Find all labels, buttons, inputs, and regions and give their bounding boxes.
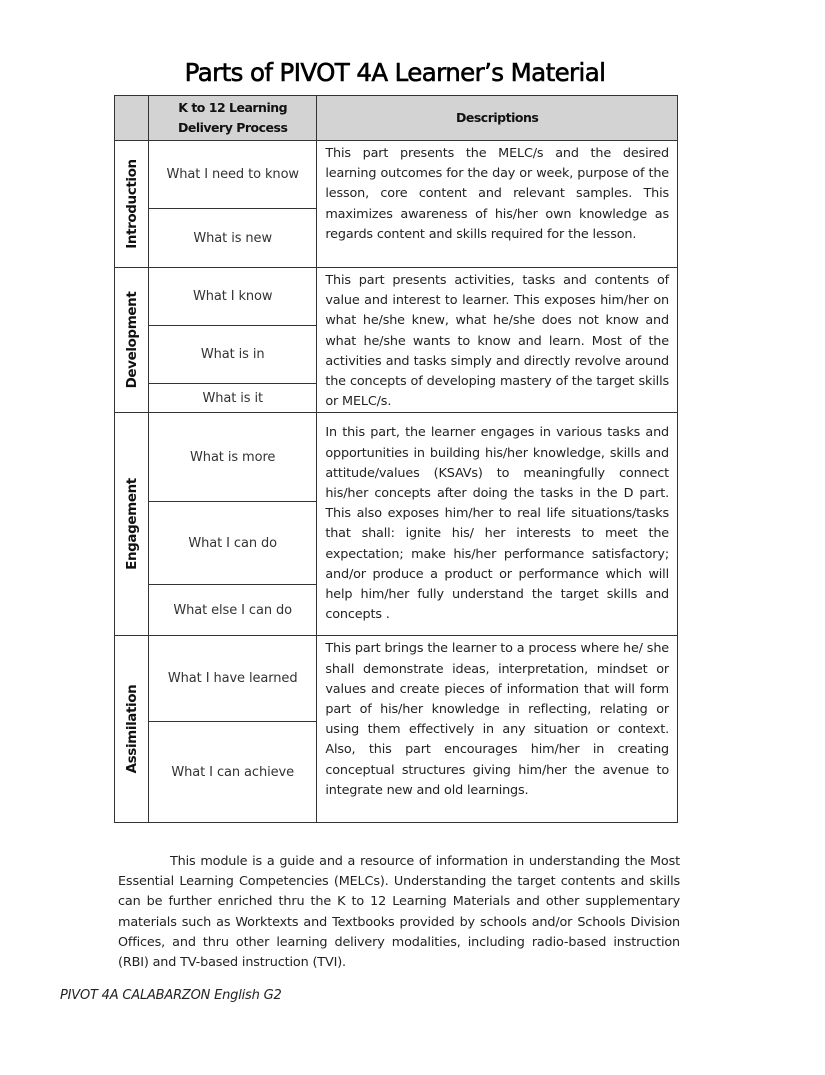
page-title: Parts of PIVOT 4A Learner’s Material bbox=[184, 58, 606, 87]
process-cell: What is in bbox=[149, 325, 317, 384]
process-cell: What else I can do bbox=[149, 585, 317, 636]
phase-cell-development bbox=[115, 268, 149, 413]
process-cell: What is new bbox=[149, 209, 317, 268]
description-cell: This part presents the MELC/s and the desired learning outcomes for the day or week, purpose of the lesson, core content and relevant samples. This maximizes awareness of his/her own knowledge as regards content and skills required for the lesson. bbox=[317, 141, 678, 268]
process-cell: What I can do bbox=[149, 502, 317, 585]
module-description-paragraph: This module is a guide and a resource of information in understanding the Most Essential Learning Competencies (MELCs). Understanding the target contents and skills can be further enriched thru the K to 12 Learning Materials and other supplementary materials such as Worktexts and Textbooks provided by schools and/or Schools Division Offices, and thru other learning delivery modalities, including radio-based instruction (RBI) and TV-based instruction (TVI). bbox=[118, 854, 680, 971]
description-cell: This part brings the learner to a process where he/ she shall demonstrate ideas, interpretation, mindset or values and create pieces of information that will form part of his/her knowledge in reflecting, relating or using them effectively in any situation or context. Also, this part encourages him/her in creating conceptual structures giving him/her the avenue to integrate new and old learnings. bbox=[317, 636, 678, 823]
table-row bbox=[115, 141, 678, 209]
description-cell: In this part, the learner engages in various tasks and opportunities in building his/her knowledge, skills and attitude/values (KSAVs) to meaningfully connect his/her concepts after doing the tasks in the D part. This also exposes him/her to real life situations/tasks that shall: ignite his/ her interests to meet the expectation; make his/her performance satisfactory; and/or produce a product or performance which will help him/her fully understand the target skills and concepts . bbox=[317, 413, 678, 636]
header-process-label: K to 12 Learning Delivery Process bbox=[177, 100, 288, 135]
phase-label: Assimilation bbox=[123, 685, 140, 774]
phase-cell-engagement bbox=[115, 413, 149, 636]
header-process bbox=[149, 96, 317, 141]
process-cell: What is more bbox=[149, 413, 317, 502]
header-phase bbox=[115, 96, 149, 141]
description-cell: This part presents activities, tasks and contents of value and interest to learner. This exposes him/her on what he/she knew, what he/she does not know and what he/she wants to know and learn. Most of the activities and tasks simply and directly revolve around the concepts of developing mastery of the target skills or MELC/s. bbox=[317, 268, 678, 413]
phase-cell-assimilation bbox=[115, 636, 149, 823]
page-footer: PIVOT 4A CALABARZON English G2 bbox=[60, 988, 282, 1003]
phase-label: Development bbox=[123, 291, 140, 389]
process-cell: What I can achieve bbox=[149, 722, 317, 823]
parts-table bbox=[114, 95, 678, 823]
table-row bbox=[115, 413, 678, 502]
phase-cell-introduction bbox=[115, 141, 149, 268]
process-cell: What I need to know bbox=[149, 141, 317, 209]
phase-label: Engagement bbox=[123, 478, 140, 571]
process-cell: What I know bbox=[149, 268, 317, 326]
table-row bbox=[115, 636, 678, 722]
phase-label: Introduction bbox=[123, 159, 140, 249]
table-row bbox=[115, 268, 678, 326]
table-header-row bbox=[115, 96, 678, 141]
process-cell: What is it bbox=[149, 384, 317, 413]
process-cell: What I have learned bbox=[149, 636, 317, 722]
header-descriptions: Descriptions bbox=[317, 96, 678, 141]
